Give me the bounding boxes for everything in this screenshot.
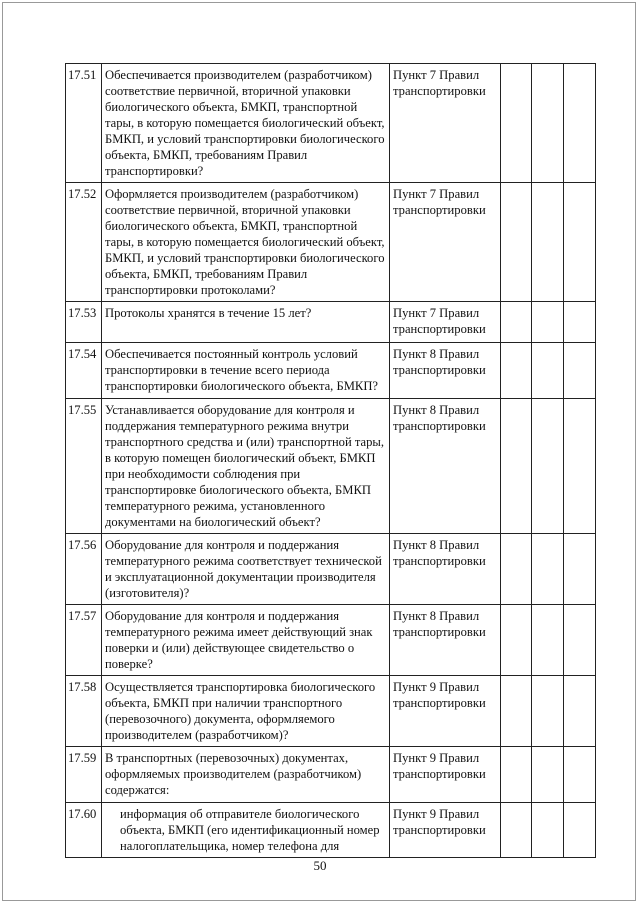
answer-cell-na[interactable] (564, 343, 596, 399)
table-row-17-52 (66, 183, 596, 302)
table-row-17-54 (66, 343, 596, 399)
answer-cell-yes[interactable] (501, 183, 532, 302)
answer-cell-yes[interactable] (501, 605, 532, 676)
row-reference: Пункт 7 Правил транспортировки (390, 64, 501, 183)
table-row-17-55 (66, 399, 596, 534)
row-number: 17.59 (66, 747, 102, 803)
table-row-17-56 (66, 534, 596, 605)
row-number: 17.56 (66, 534, 102, 605)
answer-cell-na[interactable] (564, 747, 596, 803)
row-reference: Пункт 9 Правил транспортировки (390, 747, 501, 803)
answer-cell-na[interactable] (564, 676, 596, 747)
row-number: 17.54 (66, 343, 102, 399)
table-row-17-59 (66, 747, 596, 803)
answer-cell-no[interactable] (532, 605, 564, 676)
answer-cell-na[interactable] (564, 803, 596, 858)
row-number: 17.52 (66, 183, 102, 302)
answer-cell-yes[interactable] (501, 64, 532, 183)
row-reference: Пункт 8 Правил транспортировки (390, 343, 501, 399)
answer-cell-yes[interactable] (501, 676, 532, 747)
row-reference: Пункт 8 Правил транспортировки (390, 605, 501, 676)
answer-cell-yes[interactable] (501, 343, 532, 399)
row-question: Осуществляется транспортировка биологического объекта, БМКП при наличии транспортного (перевозочного) документа, оформляемого производителем (разработчиком)? (102, 676, 390, 747)
answer-cell-yes[interactable] (501, 302, 532, 343)
row-number: 17.57 (66, 605, 102, 676)
row-question: Обеспечивается производителем (разработчиком) соответствие первичной, вторичной упаковки биологического объекта, БМКП, транспортной тары, в которую помещается биологический объект, БМКП, и условий транспортировки биологического объекта, БМКП, требованиям Правил транспортировки? (102, 64, 390, 183)
answer-cell-yes[interactable] (501, 399, 532, 534)
answer-cell-na[interactable] (564, 302, 596, 343)
row-number: 17.58 (66, 676, 102, 747)
table-row-17-53 (66, 302, 596, 343)
answer-cell-no[interactable] (532, 747, 564, 803)
answer-cell-no[interactable] (532, 64, 564, 183)
row-question: информация об отправителе биологического объекта, БМКП (его идентификационный номер налогоплательщика, номер телефона для (102, 803, 390, 858)
row-number: 17.51 (66, 64, 102, 183)
row-reference: Пункт 8 Правил транспортировки (390, 534, 501, 605)
answer-cell-na[interactable] (564, 183, 596, 302)
row-question: В транспортных (перевозочных) документах, оформляемых производителем (разработчиком) содержатся: (102, 747, 390, 803)
answer-cell-no[interactable] (532, 676, 564, 747)
checklist-table (65, 63, 596, 858)
answer-cell-yes[interactable] (501, 534, 532, 605)
row-question: Оформляется производителем (разработчиком) соответствие первичной, вторичной упаковки биологического объекта, БМКП, транспортной тары, в которую помещается биологический объект, БМКП, и условий транспортировки биологического объекта, БМКП, требованиям Правил транспортировки протоколами? (102, 183, 390, 302)
row-reference: Пункт 7 Правил транспортировки (390, 183, 501, 302)
table-row-17-60 (66, 803, 596, 858)
row-reference: Пункт 9 Правил транспортировки (390, 803, 501, 858)
answer-cell-na[interactable] (564, 605, 596, 676)
answer-cell-no[interactable] (532, 302, 564, 343)
row-reference: Пункт 7 Правил транспортировки (390, 302, 501, 343)
row-number: 17.55 (66, 399, 102, 534)
row-question: Протоколы хранятся в течение 15 лет? (102, 302, 390, 343)
row-question: Обеспечивается постоянный контроль условий транспортировки в течение всего периода транспортировки биологического объекта, БМКП? (102, 343, 390, 399)
answer-cell-na[interactable] (564, 399, 596, 534)
answer-cell-no[interactable] (532, 399, 564, 534)
answer-cell-no[interactable] (532, 534, 564, 605)
page-number: 50 (313, 858, 327, 873)
row-question: Оборудование для контроля и поддержания температурного режима имеет действующий знак поверки и (или) действующее свидетельство о поверке? (102, 605, 390, 676)
table-row-17-51 (66, 64, 596, 183)
row-reference: Пункт 8 Правил транспортировки (390, 399, 501, 534)
row-reference: Пункт 9 Правил транспортировки (390, 676, 501, 747)
table-row-17-58 (66, 676, 596, 747)
answer-cell-no[interactable] (532, 803, 564, 858)
answer-cell-no[interactable] (532, 183, 564, 302)
answer-cell-yes[interactable] (501, 747, 532, 803)
row-question: Устанавливается оборудование для контроля и поддержания температурного режима внутри транспортного средства и (или) транспортной тары, в которую помещен биологический объект, БМКП при необходимости соблюдения при транспортировке биологического объекта, БМКП температурного режима, установленного документами на биологический объект? (102, 399, 390, 534)
row-number: 17.53 (66, 302, 102, 343)
answer-cell-na[interactable] (564, 534, 596, 605)
answer-cell-na[interactable] (564, 64, 596, 183)
answer-cell-no[interactable] (532, 343, 564, 399)
table-row-17-57 (66, 605, 596, 676)
answer-cell-yes[interactable] (501, 803, 532, 858)
row-question: Оборудование для контроля и поддержания температурного режима соответствует технической и эксплуатационной документации производителя (изготовителя)? (102, 534, 390, 605)
row-number: 17.60 (66, 803, 102, 858)
